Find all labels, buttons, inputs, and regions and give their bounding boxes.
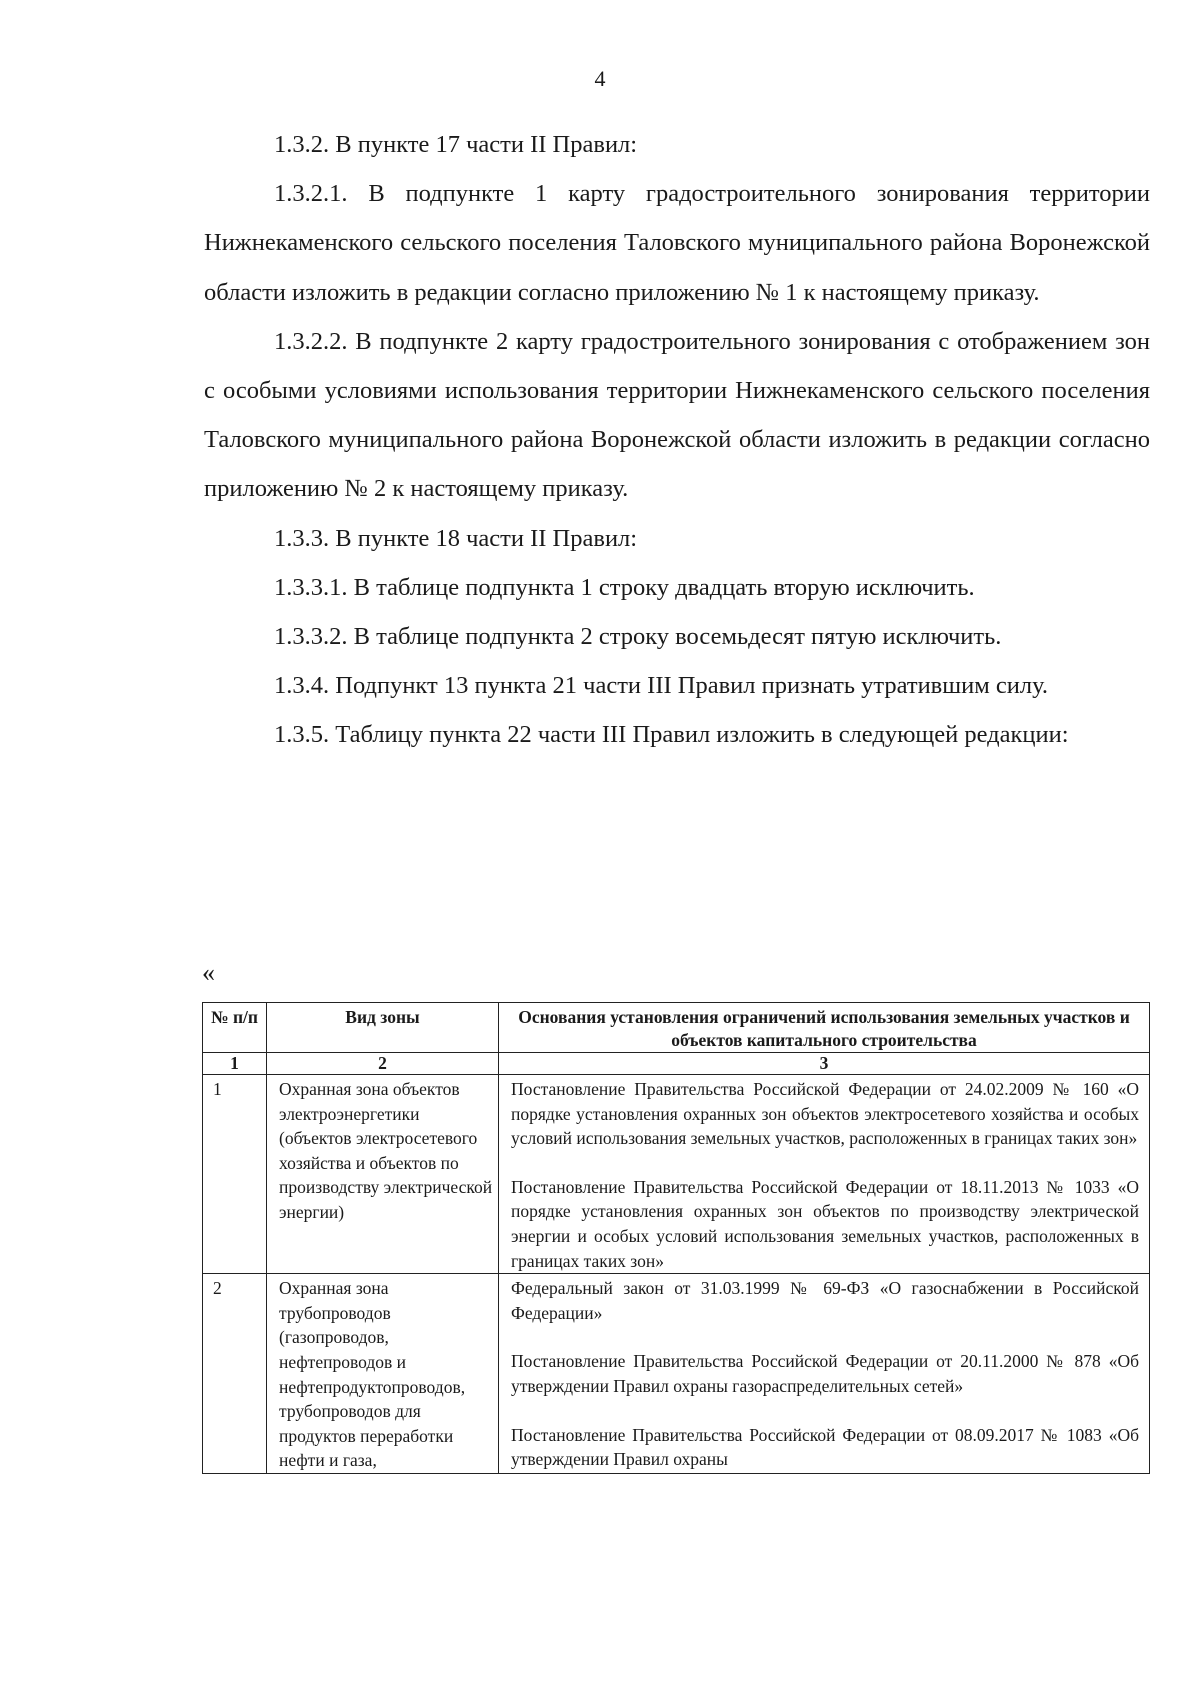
paragraph: 1.3.4. Подпункт 13 пункта 21 части III Правил признать утратившим силу.	[274, 672, 1048, 700]
opening-quote-mark: «	[202, 958, 215, 987]
paragraph: 1.3.3.2. В таблице подпункта 2 строку восемьдесят пятую исключить.	[274, 623, 1002, 651]
legal-act: Постановление Правительства Российской Федерации от 20.11.2000 № 878 «Об утверждении Правил охраны газораспределительных сетей»	[511, 1351, 1139, 1396]
paragraph: 1.3.2.1. В подпункте 1 карту градостроительного зонирования территории Нижнекаменского сельского поселения Таловского муниципального района Воронежской области изложить в редакции согласно приложению № 1 к настоящему приказу.	[204, 180, 1150, 306]
header-cell: Основания установления ограничений использования земельных участков и объектов капитального строительства	[499, 1003, 1150, 1053]
paragraph: 1.3.3.1. В таблице подпункта 1 строку двадцать вторую исключить.	[274, 573, 975, 601]
row-number: 1	[203, 1075, 267, 1274]
zone-type: Охранная зона объектов электроэнергетики (объектов электросетевого хозяйства и объектов по производству электрической энергии)	[267, 1075, 499, 1274]
header-cell: Вид зоны	[267, 1003, 499, 1053]
column-number: 1	[203, 1053, 267, 1075]
paragraph: 1.3.2.2. В подпункте 2 карту градостроительного зонирования с отображением зон с особыми условиями использования территории Нижнекаменского сельского поселения Таловского муниципального района Воронежской области изложить в редакции согласно приложению № 2 к настоящему приказу.	[204, 327, 1150, 503]
paragraph: 1.3.5. Таблицу пункта 22 части III Правил изложить в следующей редакции:	[274, 721, 1069, 749]
restrictions-table	[202, 1002, 1150, 1474]
paragraph: 1.3.2. В пункте 17 части II Правил:	[274, 131, 638, 158]
legal-act: Постановление Правительства Российской Федерации от 24.02.2009 № 160 «О порядке установления охранных зон объектов электросетевого хозяйства и особых условий использования земельных участков, расположенных в границах таких зон»	[511, 1079, 1139, 1149]
paragraph: 1.3.3. В пункте 18 части II Правил:	[274, 524, 638, 552]
legal-act: Постановление Правительства Российской Федерации от 08.09.2017 № 1083 «Об утверждении Правил охраны	[511, 1424, 1139, 1470]
column-number: 2	[267, 1053, 499, 1075]
column-number: 3	[499, 1053, 1150, 1075]
table-row	[203, 1274, 1150, 1474]
row-number: 2	[203, 1274, 267, 1474]
page-number: 4	[594, 66, 606, 91]
zone-type: Охранная зона трубопроводов (газопроводов, нефтепроводов и нефтепродуктопроводов, трубопроводов для продуктов переработки нефти и газа,	[267, 1274, 499, 1474]
legal-act: Федеральный закон от 31.03.1999 № 69-ФЗ «О газоснабжении в Российской Федерации»	[511, 1278, 1139, 1323]
legal-basis	[499, 1075, 1150, 1274]
column-number-row	[203, 1053, 1150, 1075]
header-cell: № п/п	[203, 1003, 267, 1053]
table-row	[203, 1075, 1150, 1274]
document-body	[204, 120, 1150, 760]
legal-basis	[499, 1274, 1150, 1474]
table-header-row	[203, 1003, 1150, 1053]
legal-act: Постановление Правительства Российской Федерации от 18.11.2013 № 1033 «О порядке установления охранных зон объектов по производству электрической энергии и особых условий использования земельных участков, расположенных в границах таких зон»	[511, 1176, 1139, 1271]
